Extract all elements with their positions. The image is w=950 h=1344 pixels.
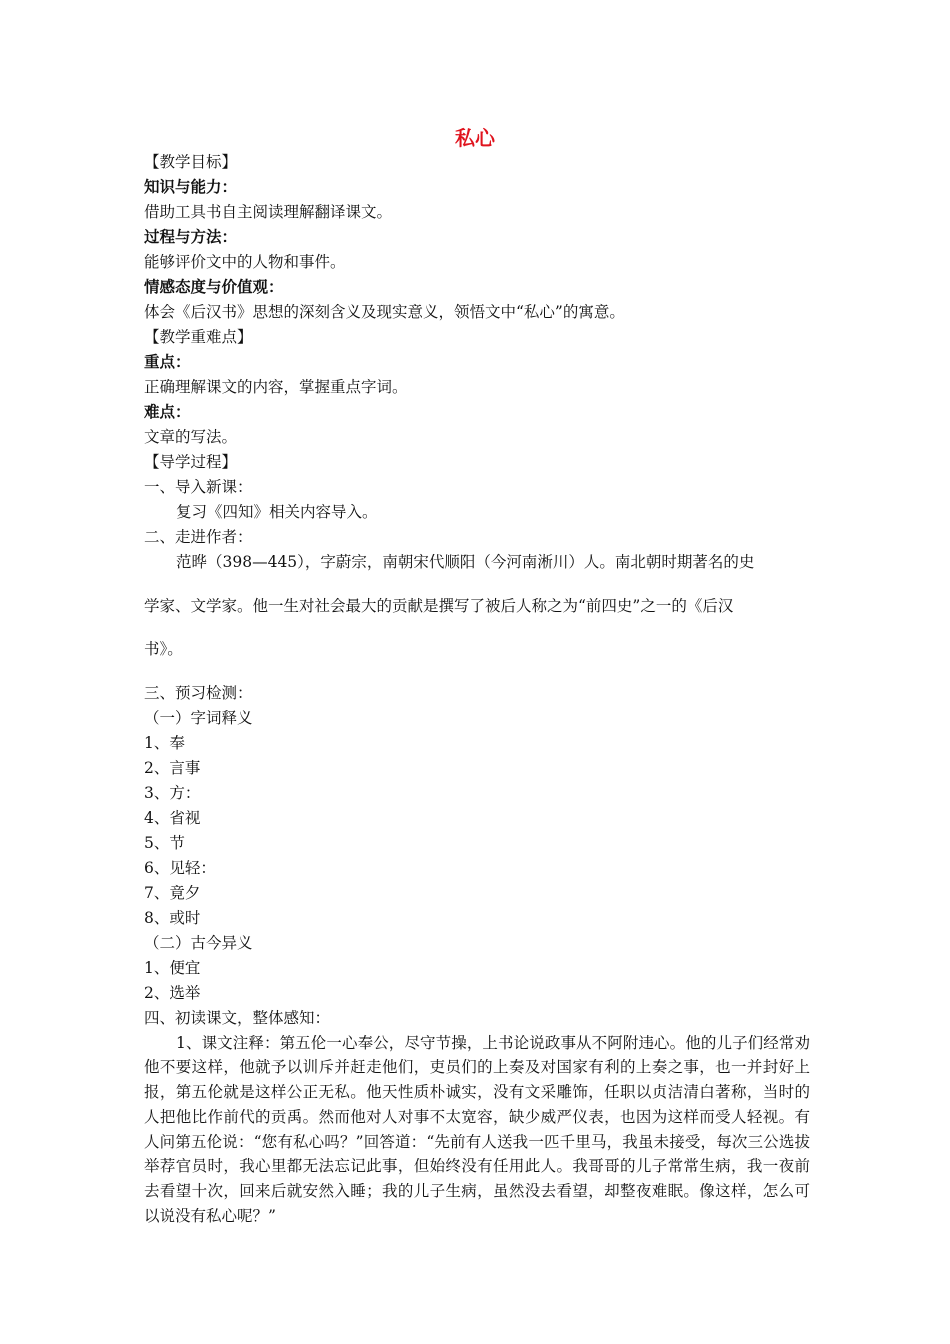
word-item: 4、省视 [144,808,201,827]
word-item: 1、奉 [144,733,185,752]
word-item: 7、竟夕 [144,883,201,902]
knowledge-label: 知识与能力： [144,178,238,196]
key-label: 重点： [144,353,191,371]
step-intro-text: 复习《四知》相关内容导入。 [176,503,378,521]
word-item: 5、节 [144,833,185,852]
sub-ancient-modern: （二）古今异义 [144,933,253,952]
knowledge-text: 借助工具书自主阅读理解翻译课文。 [144,203,393,221]
document-title: 私心 [455,126,495,150]
author-line-2: 学家、文学家。他一生对社会最大的贡献是撰写了被后人称之为“前四史”之一的《后汉 [144,596,734,615]
emotion-text: 体会《后汉书》思想的深刻含义及现实意义，领悟文中“私心”的寓意。 [144,303,625,321]
annotation-paragraph: 1、课文注释：第五伦一心奉公，尽守节操，上书论说政事从不阿附违心。他的儿子们经常劝他不要这样，他就予以训斥并赶走他们，吏员们的上奏及对国家有利的上奏之事，也一并封好上报，第五伦就是这样公正无私。他天性质朴诚实，没有文采雕饰，任职以贞洁清白著称，当时的人把他比作前代的贡禹。然而他对人对事不太宽容，缺少威严仪表，也因为这样而受人轻视。有人问第五伦说：“您有私心吗？”回答道：“先前有人送我一匹千里马，我虽未接受，每次三公选拔举荐官员时，我心里都无法忘记此事，但始终没有任用此人。我哥哥的儿子常常生病，我一夜前去看望十次，回来后就安然入睡；我的儿子生病，虽然没去看望，却整夜难眠。像这样，怎么可以说没有私心呢？” [144,1033,810,1226]
step-preview: 三、预习检测： [144,683,253,702]
guided-process-heading: 【导学过程】 [144,453,238,471]
author-line-1: 范晔（398—445），字蔚宗，南朝宋代顺阳（今河南淅川）人。南北朝时期著名的史 [176,553,755,571]
ancient-item: 1、便宜 [144,958,201,977]
step-author: 二、走进作者： [144,528,253,546]
word-item: 3、方： [144,783,201,802]
word-item: 8、或时 [144,908,201,927]
process-text: 能够评价文中的人物和事件。 [144,253,346,271]
difficult-label: 难点： [144,403,191,421]
difficult-text: 文章的写法。 [144,428,238,446]
emotion-label: 情感态度与价值观： [144,278,284,296]
step-reading: 四、初读课文，整体感知： [144,1008,331,1027]
process-label: 过程与方法： [144,228,238,246]
key-text: 正确理解课文的内容，掌握重点字词。 [144,378,408,396]
key-points-heading: 【教学重难点】 [144,328,253,346]
ancient-item: 2、选举 [144,983,201,1002]
word-item: 6、见轻： [144,858,216,877]
sub-word-meanings: （一）字词释义 [144,708,253,727]
author-line-3: 书》。 [144,640,183,658]
objectives-heading: 【教学目标】 [144,153,238,171]
document-body [144,150,810,1229]
word-item: 2、言事 [144,758,201,777]
step-intro: 一、导入新课： [144,478,253,496]
